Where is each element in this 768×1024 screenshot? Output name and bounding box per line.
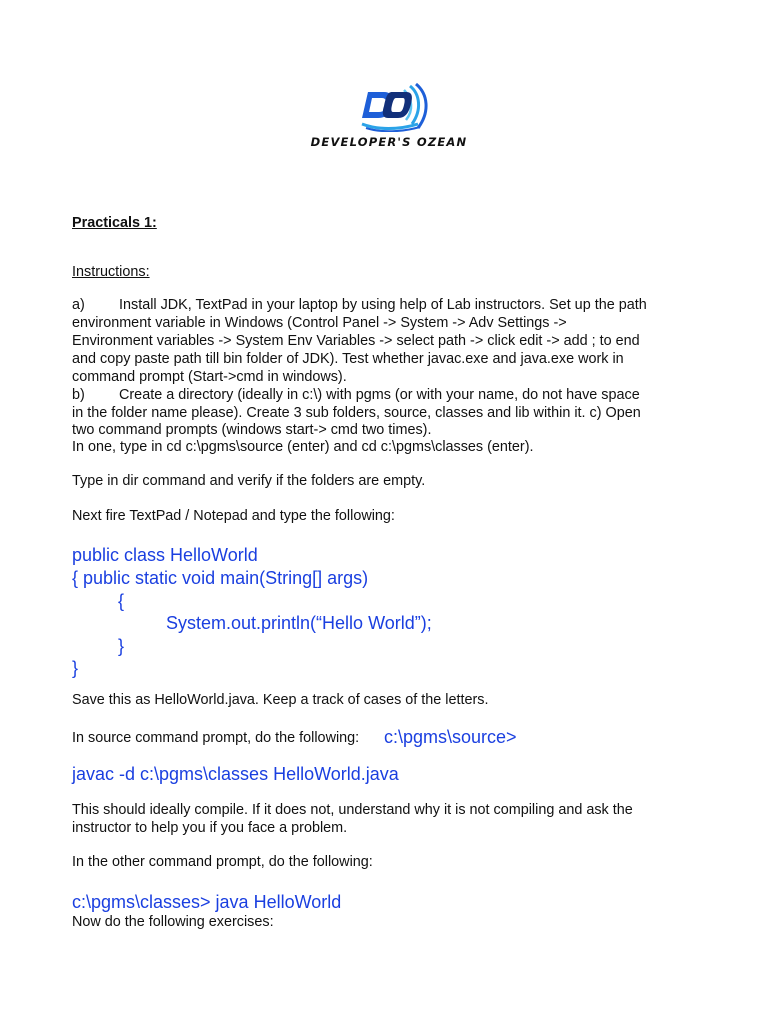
company-logo bbox=[306, 72, 472, 180]
save-instruction: Save this as HelloWorld.java. Keep a track of cases of the letters. bbox=[72, 692, 489, 708]
source-prompt-instruction: In source command prompt, do the following: bbox=[72, 730, 360, 746]
other-prompt-instruction: In the other command prompt, do the following: bbox=[72, 854, 373, 870]
classes-prompt-command: c:\pgms\classes> java HelloWorld bbox=[72, 892, 342, 912]
practical-heading: Practicals 1: bbox=[72, 215, 157, 231]
dir-instruction: Type in dir command and verify if the folders are empty. bbox=[72, 473, 426, 489]
code-line: } bbox=[118, 636, 125, 656]
javac-command: javac -d c:\pgms\classes HelloWorld.java bbox=[72, 764, 399, 784]
item-a-marker: a) bbox=[72, 297, 85, 313]
item-a-line: Environment variables -> System Env Variables -> select path -> click edit -> add ; to end bbox=[72, 333, 640, 349]
code-line: { bbox=[118, 591, 125, 611]
next-fire-instruction: Next fire TextPad / Notepad and type the following: bbox=[72, 508, 395, 524]
exercises-intro: Now do the following exercises: bbox=[72, 914, 274, 930]
logo-brand-text: DEVELOPER'S OZEAN bbox=[310, 135, 468, 149]
instructions-label: Instructions: bbox=[72, 264, 150, 280]
item-a-line: command prompt (Start->cmd in windows). bbox=[72, 369, 347, 385]
item-a-line: Install JDK, TextPad in your laptop by using help of Lab instructors. Set up the path bbox=[119, 297, 647, 313]
code-line: System.out.println(“Hello World”); bbox=[166, 613, 432, 633]
item-a-line: and copy paste path till bin folder of JDK). Test whether javac.exe and java.exe work in bbox=[72, 351, 624, 367]
item-b-line: in the folder name please). Create 3 sub folders, source, classes and lib within it. c) Open bbox=[72, 405, 641, 421]
item-b-marker: b) bbox=[72, 387, 85, 403]
item-a-line: environment variable in Windows (Control Panel -> System -> Adv Settings -> bbox=[72, 315, 567, 331]
item-b-line: Create a directory (ideally in c:\) with pgms (or with your name, do not have space bbox=[119, 387, 640, 403]
logo-mark-icon bbox=[358, 80, 430, 132]
code-line: public class HelloWorld bbox=[72, 545, 258, 565]
compile-note-line: instructor to help you if you face a problem. bbox=[72, 820, 348, 836]
code-line: { public static void main(String[] args) bbox=[72, 568, 369, 588]
source-prompt-code: c:\pgms\source> bbox=[384, 727, 517, 747]
item-b-line: In one, type in cd c:\pgms\source (enter) and cd c:\pgms\classes (enter). bbox=[72, 439, 534, 455]
item-b-line: two command prompts (windows start-> cmd two times). bbox=[72, 422, 432, 438]
compile-note-line: This should ideally compile. If it does not, understand why it is not compiling and ask the bbox=[72, 802, 633, 818]
code-line: } bbox=[72, 658, 79, 678]
